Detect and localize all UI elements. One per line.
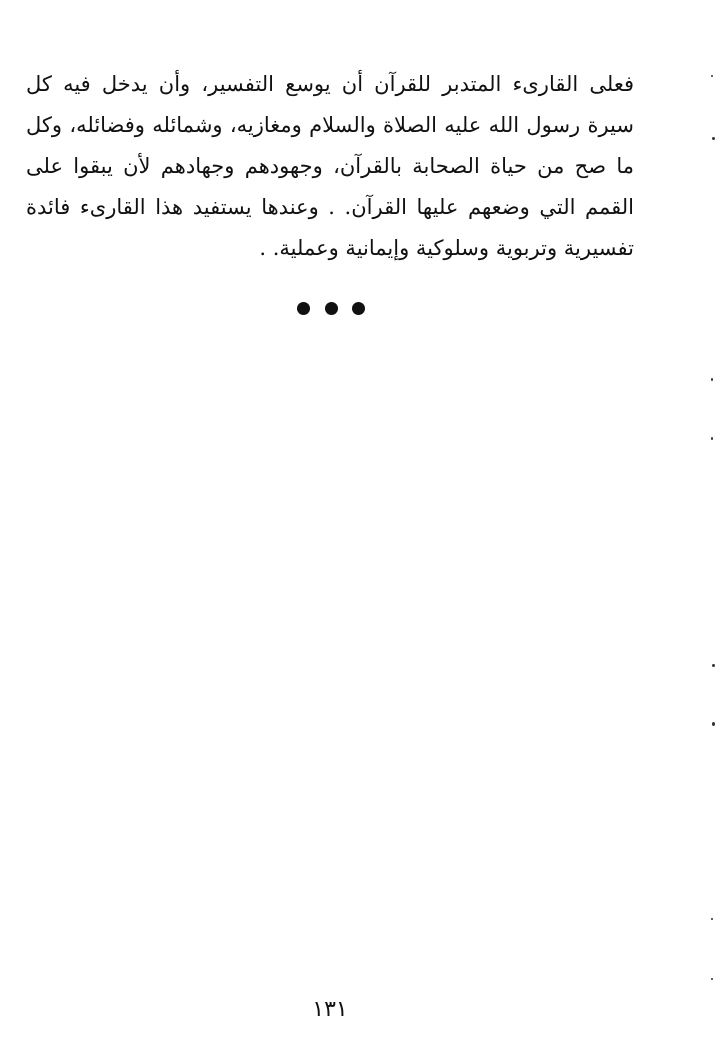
page-number: ١٣١ — [312, 997, 348, 1022]
scan-speck — [711, 75, 713, 77]
scan-speck — [712, 664, 715, 667]
section-separator — [297, 301, 365, 315]
scan-speck — [712, 722, 715, 726]
scan-speck — [711, 978, 713, 980]
separator-dot-icon — [297, 302, 310, 315]
paragraph-line: القمم التي وضعهم عليها القرآن. . وعندها يستفيد هذا القارىء فائدة — [26, 195, 634, 219]
scan-speck — [712, 137, 715, 140]
separator-dot-icon — [352, 302, 365, 315]
paragraph-line: سيرة رسول الله عليه الصلاة والسلام ومغازيه، وشمائله وفضائله، وكل — [26, 113, 634, 137]
scan-speck — [711, 378, 713, 381]
separator-dot-icon — [325, 302, 338, 315]
paragraph-line: فعلى القارىء المتدبر للقرآن أن يوسع التفسير، وأن يدخل فيه كل — [26, 72, 634, 96]
paragraph-line: ما صح من حياة الصحابة بالقرآن، وجهودهم وجهادهم لأن يبقوا على — [26, 154, 634, 178]
scan-speck — [711, 918, 713, 920]
scan-speck — [711, 437, 713, 440]
body-paragraph — [26, 64, 634, 269]
paragraph-line: تفسيرية وتربوية وسلوكية وإيمانية وعملية. . — [259, 236, 634, 260]
